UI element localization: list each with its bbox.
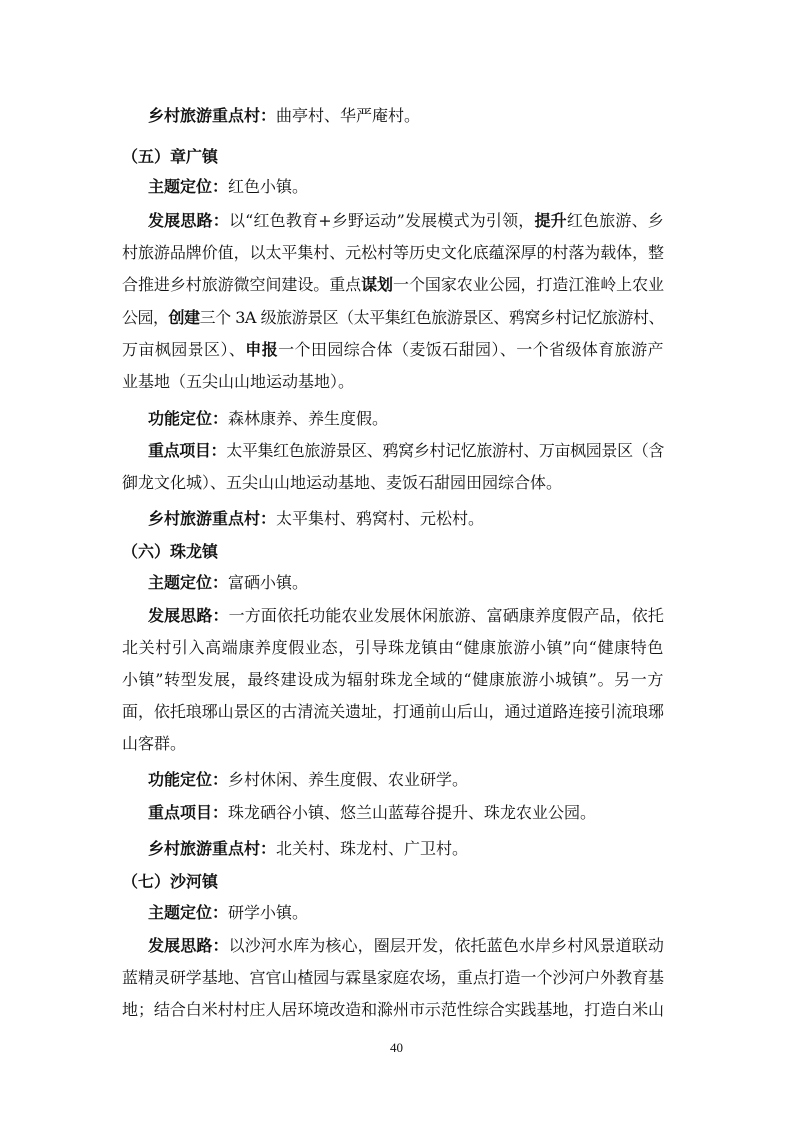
bold-text: 发展思路： (148, 606, 229, 625)
text-run: 珠龙硒谷小镇、悠兰山蓝莓谷提升、珠龙农业公园。 (228, 803, 597, 822)
bold-text: 功能定位： (148, 770, 229, 789)
text-run: 森林康养、养生度假。 (228, 409, 389, 428)
text-run: 万亩枫园景区）、 (122, 340, 246, 359)
text-run: 山客群。 (122, 734, 187, 753)
text-run: 业基地（五尖山山地运动基地）。 (122, 372, 355, 391)
text-line (148, 211, 664, 233)
text-line (148, 936, 664, 958)
page-number: 40 (390, 1040, 403, 1055)
text-run: 太平集村、鸦窝村、元松村。 (276, 509, 485, 528)
bold-text: 乡村旅游重点村： (148, 106, 277, 125)
text-line (122, 340, 664, 362)
bold-text: 重点项目： (148, 441, 227, 460)
bold-text: 申报 (245, 340, 279, 359)
text-run: 红色旅游、乡 (566, 211, 664, 230)
bold-text: 谋划 (361, 275, 393, 294)
text-line (122, 308, 664, 330)
text-line (148, 803, 596, 825)
bold-text: （七）沙河镇 (122, 872, 219, 891)
text-run: 一个田园综合体（麦饭石甜园）、一个省级体育旅游产 (278, 340, 664, 359)
text-run: 公园， (122, 308, 169, 327)
text-line (122, 670, 664, 692)
bold-text: 主题定位： (148, 177, 229, 196)
text-line (122, 734, 186, 756)
bold-text: 乡村旅游重点村： (148, 839, 277, 858)
text-line (148, 509, 484, 531)
text-line (122, 275, 664, 297)
text-run: 曲亭村、华严庵村。 (276, 106, 421, 125)
text-line (148, 839, 468, 861)
text-line (122, 243, 664, 265)
text-line (122, 872, 218, 894)
text-run: 三个 3A 级旅游景区（太平集红色旅游景区、鸦窝乡村记忆旅游村、 (199, 308, 664, 327)
text-run: 面，依托琅琊山景区的古清流关遗址，打通前山后山，通过道路连接引流琅琊 (122, 702, 664, 721)
text-run: 红色小镇。 (228, 177, 309, 196)
text-line (148, 903, 308, 925)
bold-text: 发展思路： (148, 936, 229, 955)
text-run: 北关村、珠龙村、广卫村。 (276, 839, 469, 858)
bold-text: 主题定位： (148, 903, 229, 922)
text-run: 北关村引入高端康养度假业态，引导珠龙镇由“健康旅游小镇”向“健康特色 (122, 638, 664, 657)
text-line (122, 1000, 664, 1022)
text-run: 研学小镇。 (228, 903, 309, 922)
text-line (148, 409, 388, 431)
bold-text: （五）章广镇 (122, 147, 219, 166)
text-line (122, 542, 218, 564)
text-run: 小镇”转型发展，最终建设成为辐射珠龙全域的“健康旅游小城镇”。另一方 (122, 670, 664, 689)
bold-text: 重点项目： (148, 803, 229, 822)
bold-text: 创建 (168, 308, 200, 327)
text-line (148, 106, 420, 128)
text-run: 富硒小镇。 (228, 573, 309, 592)
bold-text: 发展思路： (148, 211, 229, 230)
text-line (148, 770, 468, 792)
text-run: 御龙文化城）、五尖山山地运动基地、麦饭石甜园田园综合体。 (122, 473, 563, 492)
text-run: 合推进乡村旅游微空间建设。重点 (122, 275, 362, 294)
text-line (148, 606, 664, 628)
text-run: 乡村休闲、养生度假、农业研学。 (228, 770, 469, 789)
text-line (148, 573, 308, 595)
text-line (122, 473, 562, 495)
text-run: 一个国家农业公园，打造江淮岭上农业 (393, 275, 664, 294)
text-line (122, 702, 664, 724)
text-run: 地；结合白米村村庄人居环境改造和滁州市示范性综合实践基地，打造白米山 (122, 1000, 664, 1019)
text-line (148, 441, 664, 463)
text-line (122, 372, 354, 394)
bold-text: 提升 (534, 211, 567, 230)
bold-text: （六）珠龙镇 (122, 542, 219, 561)
text-run: 蓝精灵研学基地、宫官山楂园与霖垦家庭农场，重点打造一个沙河户外教育基 (122, 968, 664, 987)
text-line (122, 638, 664, 660)
text-line (122, 968, 664, 990)
text-run: 太平集红色旅游景区、鸦窝乡村记忆旅游村、万亩枫园景区（含 (226, 441, 664, 460)
bold-text: 乡村旅游重点村： (148, 509, 277, 528)
text-run: 一方面依托功能农业发展休闲旅游、富硒康养度假产品，依托 (228, 606, 664, 625)
text-line (122, 147, 218, 169)
text-line (148, 177, 308, 199)
text-run: 村旅游品牌价值，以太平集村、元松村等历史文化底蕴深厚的村落为载体，整 (122, 243, 664, 262)
text-run: 以沙河水库为核心，圈层开发，依托蓝色水岸乡村风景道联动 (228, 936, 664, 955)
bold-text: 功能定位： (148, 409, 229, 428)
text-run: 以“红色教育+乡野运动”发展模式为引领， (228, 211, 535, 230)
bold-text: 主题定位： (148, 573, 229, 592)
